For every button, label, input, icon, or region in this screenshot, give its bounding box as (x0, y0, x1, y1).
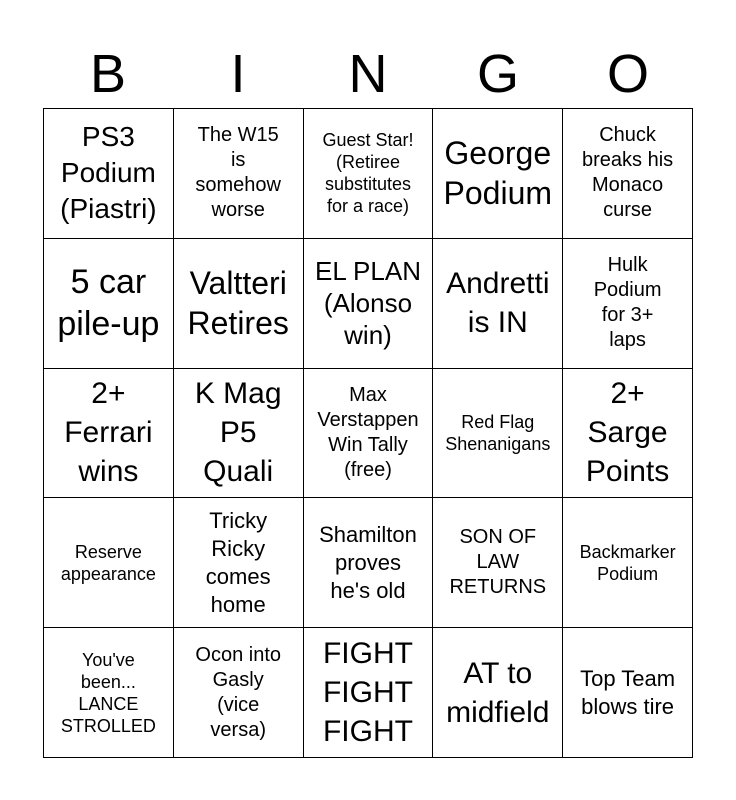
bingo-cell[interactable]: Valtteri Retires (174, 239, 304, 369)
bingo-cell[interactable]: 2+ Ferrari wins (44, 369, 174, 499)
bingo-cell[interactable]: Reserve appearance (44, 498, 174, 628)
bingo-cell[interactable]: AT to midfield (433, 628, 563, 758)
header-letter-i: I (230, 44, 246, 104)
bingo-cell[interactable]: PS3 Podium (Piastri) (44, 109, 174, 239)
bingo-cell[interactable]: You've been... LANCE STROLLED (44, 628, 174, 758)
bingo-cell[interactable]: 2+ Sarge Points (563, 369, 693, 499)
bingo-cell[interactable]: George Podium (433, 109, 563, 239)
bingo-cell[interactable]: Red Flag Shenanigans (433, 369, 563, 499)
bingo-cell[interactable]: 5 car pile-up (44, 239, 174, 369)
bingo-cell[interactable]: Guest Star! (Retiree substitutes for a race) (304, 109, 434, 239)
header-letter-b: B (89, 44, 127, 104)
header-letter-g: G (476, 44, 519, 104)
bingo-header (43, 40, 693, 108)
bingo-cell[interactable]: Tricky Ricky comes home (174, 498, 304, 628)
bingo-cell[interactable]: Top Team blows tire (563, 628, 693, 758)
bingo-cell[interactable]: Andretti is IN (433, 239, 563, 369)
bingo-cell[interactable]: Shamilton proves he's old (304, 498, 434, 628)
header-letter-o: O (606, 44, 649, 104)
bingo-cell[interactable]: Backmarker Podium (563, 498, 693, 628)
bingo-cell[interactable]: Ocon into Gasly (vice versa) (174, 628, 304, 758)
bingo-cell[interactable]: SON OF LAW RETURNS (433, 498, 563, 628)
bingo-cell[interactable]: The W15 is somehow worse (174, 109, 304, 239)
bingo-cell[interactable]: K Mag P5 Quali (174, 369, 304, 499)
bingo-cell[interactable]: Chuck breaks his Monaco curse (563, 109, 693, 239)
bingo-board (43, 108, 693, 758)
bingo-cell[interactable]: FIGHT FIGHT FIGHT (304, 628, 434, 758)
header-letter-n: N (348, 44, 388, 104)
bingo-cell[interactable]: EL PLAN (Alonso win) (304, 239, 434, 369)
bingo-cell[interactable]: Hulk Podium for 3+ laps (563, 239, 693, 369)
bingo-cell[interactable]: Max Verstappen Win Tally (free) (304, 369, 434, 499)
